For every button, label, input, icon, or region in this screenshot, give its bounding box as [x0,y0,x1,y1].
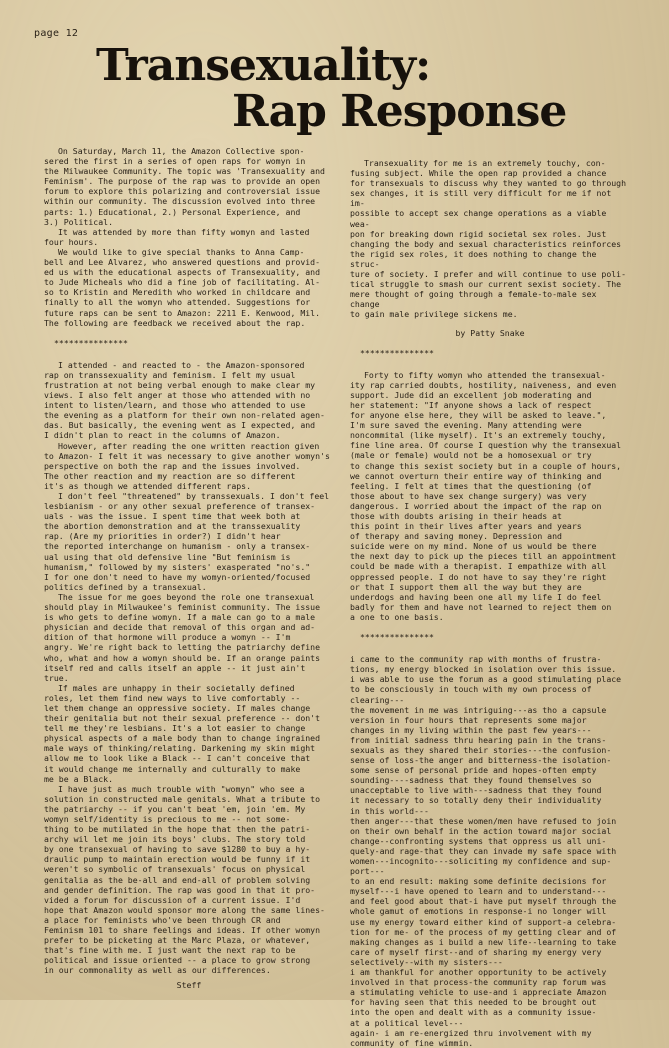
section-separator: *************** [360,347,434,358]
intro-paragraph-2: It was attended by more than fifty womyn and lasted four hours. [44,226,310,247]
freeform-letter: i came to the community rap with months of frustra- tions, my energy blocked in isolation over this issue. i was able to use the forum as a good stimulating place to be consciously in touch with my own process of clearing--- the movement in me was intriguing---as tho a capsule version in four hours that represents some major changes in my living within the past few years--- from initial sadness thru hearing pain in the trans- sexuals as they shared their stories---the confusion- sense of loss-the anger and bitterness-the isolation- some sense of personal pride and hopes-often empty sounding----sadness that they found themselves so unacceptable to live with---sadness that they found it necessary to so totally deny their individuality in this world--- then anger---that these women/men have refused to join on their own behalf in the action toward major social change--confronting systems that oppress us all uni- quely-and rage-that they can invade my safe space with women---incognito---soliciting my confidence and sup- port--- to an end result: making some definite decisions for myself---i have opened to learn and to understand--- and feel good about that-i have put myself through the whole gamut of emotions in response-i no longer will use my energy toward either kind of support-a celebra- tion for me- of the process of my getting clear and of making changes as i build a new life--learning to take care of myself first--and of sharing my energy very selectively--with my sisters--- i am thankful for another opportunity to be actively involved in that process-the community rap forum was a stimulating vehicle to use-and i appreciate Amazon for having seen that this needed to be brought out into the open and dealt with as a community issue- at a political level--- again- i am re-energized thru involvement with my community of fine wimmin. [350,654,622,1048]
steff-paragraph-4: The issue for me goes beyond the role one transexual should play in Milwaukee's feminist community. The issue is who gets to define womyn. If a male can go to a male physician and decide that removal of this organ and ad- dition of that hormone will produce a womyn -- I'm angry. We're right back to letting the patriarchy define who, what and how a womyn should be. If an orange paints itself red and calls itself an apple -- it just ain't true. [44,591,321,683]
intro-paragraph-1: On Saturday, March 11, the Amazon Collective spon- sered the first in a series of open raps for womyn in the Milwaukee Community. The topic was 'Transexuality and Feminism'. The purpose of the rap was to provide an open forum to explore this polarizing and controversial issue within our community. The discussion evolved into three parts: 1.) Educational, 2.) Personal Experience, and 3.) Political. [44,146,325,227]
steff-paragraph-1: I attended - and reacted to - the Amazon-sponsored rap on transsexuality and feminism. I felt my usual frustration at not being verbal enough to make clear my views. I also felt anger at those who attended with no intent to listen/learn, and those who attended to use the evening as a platform for their own non-related agen- das. But basically, the evening went as I expected, and I didn't plan to react in the columns of Amazon. [44,359,325,441]
steff-paragraph-2: However, after reading the one written reaction given to Amazon- I felt it was necessary to give another womyn's perspective on both the rap and the issues involved. The other reaction and my reaction are so different it's as though we attended different raps. [44,440,330,491]
steff-paragraph-6: I have just as much trouble with "womyn" who see a solution in constructed male genitals. What a tribute to the patriarchy -- if you can't beat 'em, join 'em. My womyn self/identity is precious to me -- not some- thing to be mutilated in the hope that then the patri- archy wil let me join its boys' clubs. The story told by one transexual of having to save $1280 to buy a hy- draulic pump to maintain erection would be funny if it weren't so symbolic of transexuals' focus on physical genitalia as the be-all and end-all of problem solving and gender definition. The rap was good in that it pro- vided a forum for discussion of a current issue. I'd hope that Amazon would sponsor more along the same lines- a place for feminists who've been through CR and Feminism 101 to share feelings and ideas. If other womyn prefer to be picketing at the Marc Plaza, or whatever, that's fine with me. I just want the next rap to be political and issue oriented -- a place to grow strong in our commonality as well as our differences. [44,783,325,976]
headline-line-2: Rap Response [232,86,567,137]
signature-steff: Steff [176,979,202,990]
page-number: page 12 [34,28,79,39]
intro-paragraph-3: We would like to give special thanks to Anna Camp- bell and Lee Alvarez, who answered questions and provid- ed us with the educational aspects of Transexuality, and to Jude Micheals who did a fine job of facilitating. Al- so to Kristin and Meredith who worked in childcare and finally to all the womyn who attended. Suggestions for future raps can be sent to Amazon: 2211 E. Kenwood, Mil. The following are feedback we received about the rap. [44,246,321,328]
byline-patty: by Patty Snake [455,327,525,338]
headline-line-1: Transexuality: [96,40,431,91]
steff-paragraph-5: If males are unhappy in their societally defined roles, let them find new ways to live comfortably -- let them change an oppressive society. If males change their genitalia but not their sexual preference -- don't tell me they're lesbians. It's a lot easier to change physical aspects of a male body than to change ingrained male ways of thinking/relating. Darkening my skin might allow me to look like a Black -- I can't conceive that it would change me internally and culturally to make me be a Black. [44,682,321,784]
section-separator: *************** [360,632,434,643]
steff-paragraph-3: I don't feel "threatened" by transsexuals. I don't feel lesbianism - or any other sexual preference of transex- uals - was the issue. I spent time that week both at the abortion demonstration and at the transsexuality rap. (Are my priorities in order?) I didn't hear the reported interchange on humanism - only a transex- ual using that old defensive line "But feminism is humanism," followed by my sisters' exasperated "no's." I for one don't need to have my womyn-oriented/focused politics defined by a transexual. [44,491,330,592]
forty-letter: Forty to fifty womyn who attended the transexual- ity rap carried doubts, hostility, naiveness, and even support. Jude did an excellent job moderating and her statement: "If anyone shows a lack of respect for anyone else here, they will be asked to leave.", I'm sure saved the evening. Many attending were noncommital (like myself). It's an extremely touchy, fine line area. Of course I question why the transexual (male or female) would not be a homosexual or try to change this sexist society but in a couple of hours, we cannot overturn their entire way of thinking and feeling. I felt at times that the questioning (of those about to have sex change surgery) was very dangerous. I worried about the impact of the rap on those with doubts arising in their heads at this point in their lives after years and years of therapy and saving money. Depression and suicide were on my mind. None of us would be there the next day to pick up the pieces till an appointment could be made with a therapist. I empathize with all oppressed people. I do not have to say they're right or that I support them all the way but they are underdogs and having been one all my life I do feel badly for them and have not learned to reject them on a one to one basis. [350,369,622,622]
left-column [44,146,334,990]
patty-letter: Transexuality for me is an extremely touchy, con- fusing subject. While the open rap provided a chance for transexuals to discuss why they wanted to go through sex changes, it is still very difficult for me if not im- possible to accept sex change operations as a viable wea- pon for breaking down rigid societal sex roles. Just changing the body and sexual characteristics reinforces the rigid sex roles, it does nothing to change the struc- ture of society. I prefer and will continue to use poli- tical struggle to smash our current sexist society. The mere thought of going through a female-to-male sex change to gain male privilege sickens me. [350,158,627,320]
right-column [350,158,630,1048]
section-separator: *************** [54,337,128,348]
